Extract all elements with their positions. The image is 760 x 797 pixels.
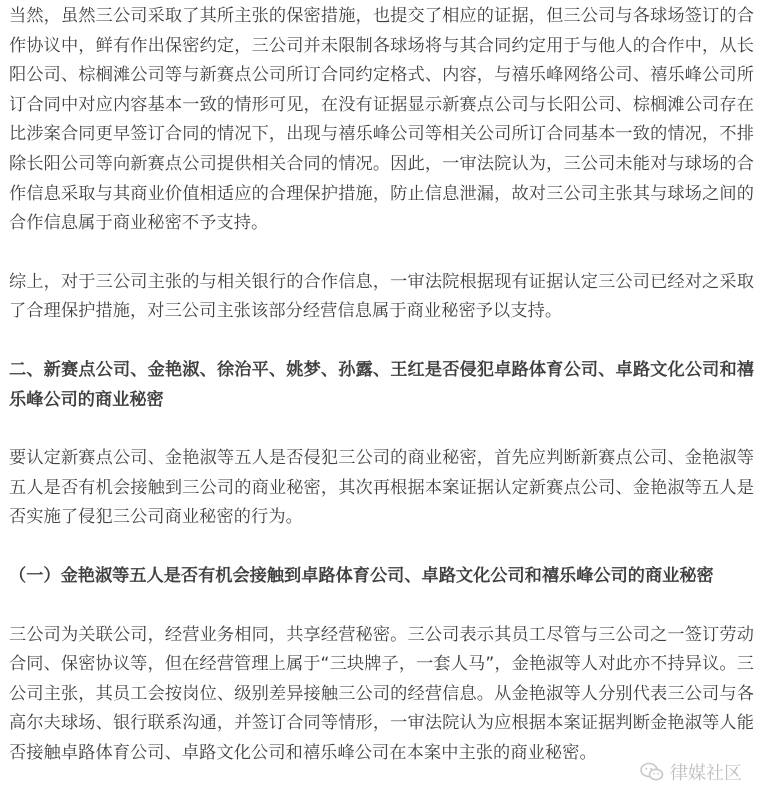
paragraph-2: 综上，对于三公司主张的与相关银行的合作信息，一审法院根据现有证据认定三公司已经对之采取了合理保护措施，对三公司主张该部分经营信息属于商业秘密予以支持。 [9,271,754,322]
section-heading-2: 二、新赛点公司、金艳淑、徐治平、姚梦、孙露、王红是否侵犯卓路体育公司、卓路文化公司和禧乐峰公司的商业秘密 [9,359,754,410]
paragraph-spacer [9,592,754,621]
paragraph-spacer [9,533,754,562]
paragraph-1: 当然，虽然三公司采取了其所主张的保密措施，也提交了相应的证据，但三公司与各球场签订的合作协议中，鲜有作出保密约定，三公司并未限制各球场将与其合同约定用于与他人的合作中，从长阳公司、棕榈滩公司等与新赛点公司所订合同约定格式、内容，与禧乐峰网络公司、禧乐峰公司所订合同中对应内容基本一致的情形可见，在没有证据显示新赛点公司与长阳公司、棕榈滩公司存在比涉案合同更早签订合同的情况下，出现与禧乐峰公司等相关公司所订合同基本一致的情况，不排除长阳公司等向新赛点公司提供相关合同的情况。因此，一审法院认为，三公司未能对与球场的合作信息采取与其商业价值相适应的合理保护措施，防止信息泄漏，故对三公司主张其与球场之间的合作信息属于商业秘密不予支持。 [9,6,754,234]
watermark-text: 律媒社区 [670,763,742,784]
paragraph-3: 要认定新赛点公司、金艳淑等五人是否侵犯三公司的商业秘密，首先应判断新赛点公司、金艳淑等五人是否有机会接触到三公司的商业秘密，其次再根据本案证据认定新赛点公司、金艳淑等五人是否实施了侵犯三公司商业秘密的行为。 [9,448,754,528]
paragraph-spacer [9,415,754,444]
wechat-icon [640,762,664,782]
article-body [9,2,754,768]
paragraph-spacer [9,239,754,268]
watermark [640,759,742,785]
subsection-heading-1: （一）金艳淑等五人是否有机会接触到卓路体育公司、卓路文化公司和禧乐峰公司的商业秘密 [9,565,714,586]
paragraph-4: 三公司为关联公司，经营业务相同，共享经营秘密。三公司表示其员工尽管与三公司之一签订劳动合同、保密协议等，但在经营管理上属于“三块牌子，一套人马”，金艳淑等人对此亦不持异议。三公司主张，其员工会按岗位、级别差异接触三公司的经营信息。从金艳淑等人分别代表三公司与各高尔夫球场、银行联系沟通，并签订合同等情形，一审法院认为应根据本案证据判断金艳淑等人能否接触卓路体育公司、卓路文化公司和禧乐峰公司在本案中主张的商业秘密。 [9,624,754,763]
paragraph-spacer [9,327,754,356]
